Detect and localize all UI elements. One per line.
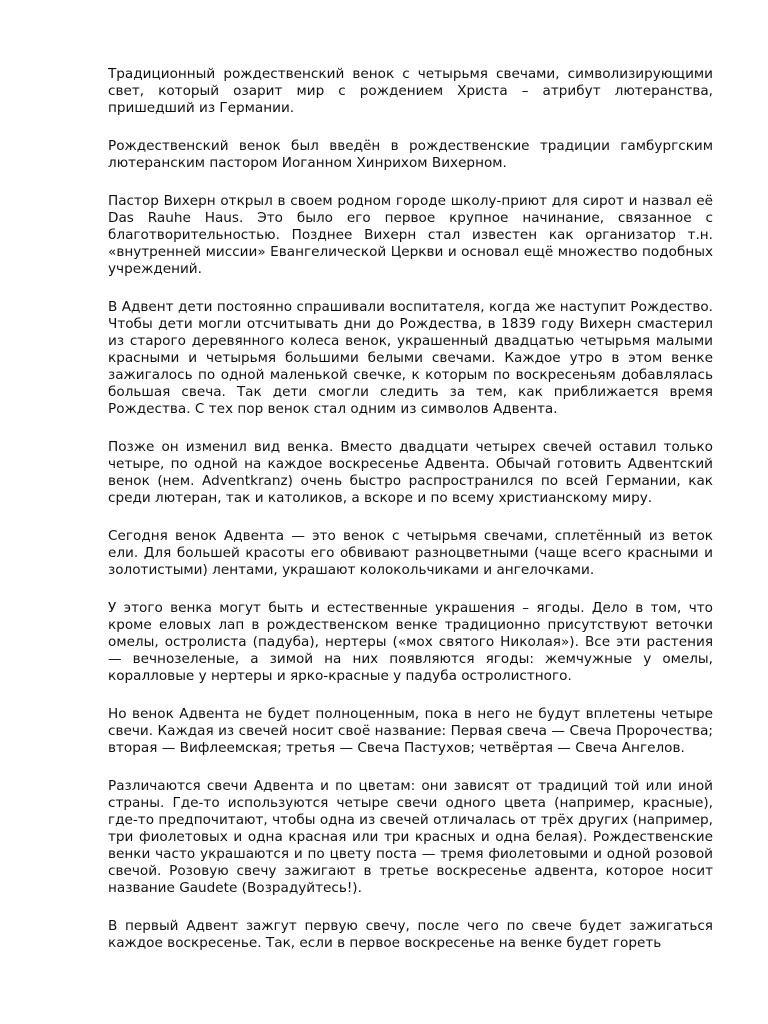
paragraph-decorations: У этого венка могут быть и естественные украшения – ягоды. Дело в том, что кроме еловых лап в рождественском венке традиционно присутствуют веточки омелы, остролиста (падуба), нертеры («мох святого Николая»). Все эти растения — вечнозеленые, а зимой на них появляются ягоды: жемчужные у омелы, коралловые у нертеры и ярко-красные у падуба остролистного.	[108, 600, 713, 684]
document-page	[108, 66, 713, 952]
paragraph-intro: Традиционный рождественский венок с четырьмя свечами, символизирующими свет, который озарит мир с рождением Христа – атрибут лютеранства, пришедший из Германии.	[108, 66, 713, 116]
paragraph-origin: Рождественский венок был введён в рождественские традиции гамбургским лютеранским пастором Иоганном Хинрихом Вихерном.	[108, 138, 713, 171]
paragraph-four-candles: Позже он изменил вид венка. Вместо двадцати четырех свечей оставил только четыре, по одной на каждое воскресенье Адвента. Обычай готовить Адвентский венок (нем. Adventkranz) очень быстро распространился по всей Германии, как среди лютеран, так и католиков, а вскоре и по всему христианскому миру.	[108, 439, 713, 506]
paragraph-wichern-school: Пастор Вихерн открыл в своем родном городе школу-приют для сирот и назвал её Das Rauhe Haus. Это было его первое крупное начинание, связанное с благотворительностью. Позднее Вихерн стал известен как организатор т.н. «внутренней миссии» Евангелической Церкви и основал ещё множество подобных учреждений.	[108, 193, 713, 277]
paragraph-today: Сегодня венок Адвента — это венок с четырьмя свечами, сплетённый из веток ели. Для большей красоты его обвивают разноцветными (чаще всего красными и золотистыми) лентами, украшают колокольчиками и ангелочками.	[108, 528, 713, 578]
paragraph-candle-names: Но венок Адвента не будет полноценным, пока в него не будут вплетены четыре свечи. Каждая из свечей носит своё название: Первая свеча — Свеча Пророчества; вторая — Вифлеемская; третья — Свеча Пастухов; четвёртая — Свеча Ангелов.	[108, 706, 713, 756]
paragraph-candle-colors: Различаются свечи Адвента и по цветам: они зависят от традиций той или иной страны. Где-то используются четыре свечи одного цвета (например, красные), где-то предпочитают, чтобы одна из свечей отличалась от трёх других (например, три фиолетовых и одна красная или три красных и одна белая). Рождественские венки часто украшаются и по цвету поста — тремя фиолетовыми и одной розовой свечой. Розовую свечу зажигают в третье воскресенье адвента, которое носит название Gaudete (Возрадуйтесь!).	[108, 778, 713, 896]
paragraph-first-wreath: В Адвент дети постоянно спрашивали воспитателя, когда же наступит Рождество. Чтобы дети могли отсчитывать дни до Рождества, в 1839 году Вихерн смастерил из старого деревянного колеса венок, украшенный двадцатью четырьмя малыми красными и четырьмя большими белыми свечами. Каждое утро в этом венке зажигалось по одной маленькой свечке, к которым по воскресеньям добавлялась большая свеча. Так дети смогли следить за тем, как приближается время Рождества. С тех пор венок стал одним из символов Адвента.	[108, 299, 713, 417]
paragraph-lighting: В первый Адвент зажгут первую свечу, после чего по свече будет зажигаться каждое воскресенье. Так, если в первое воскресенье на венке будет гореть	[108, 918, 713, 951]
